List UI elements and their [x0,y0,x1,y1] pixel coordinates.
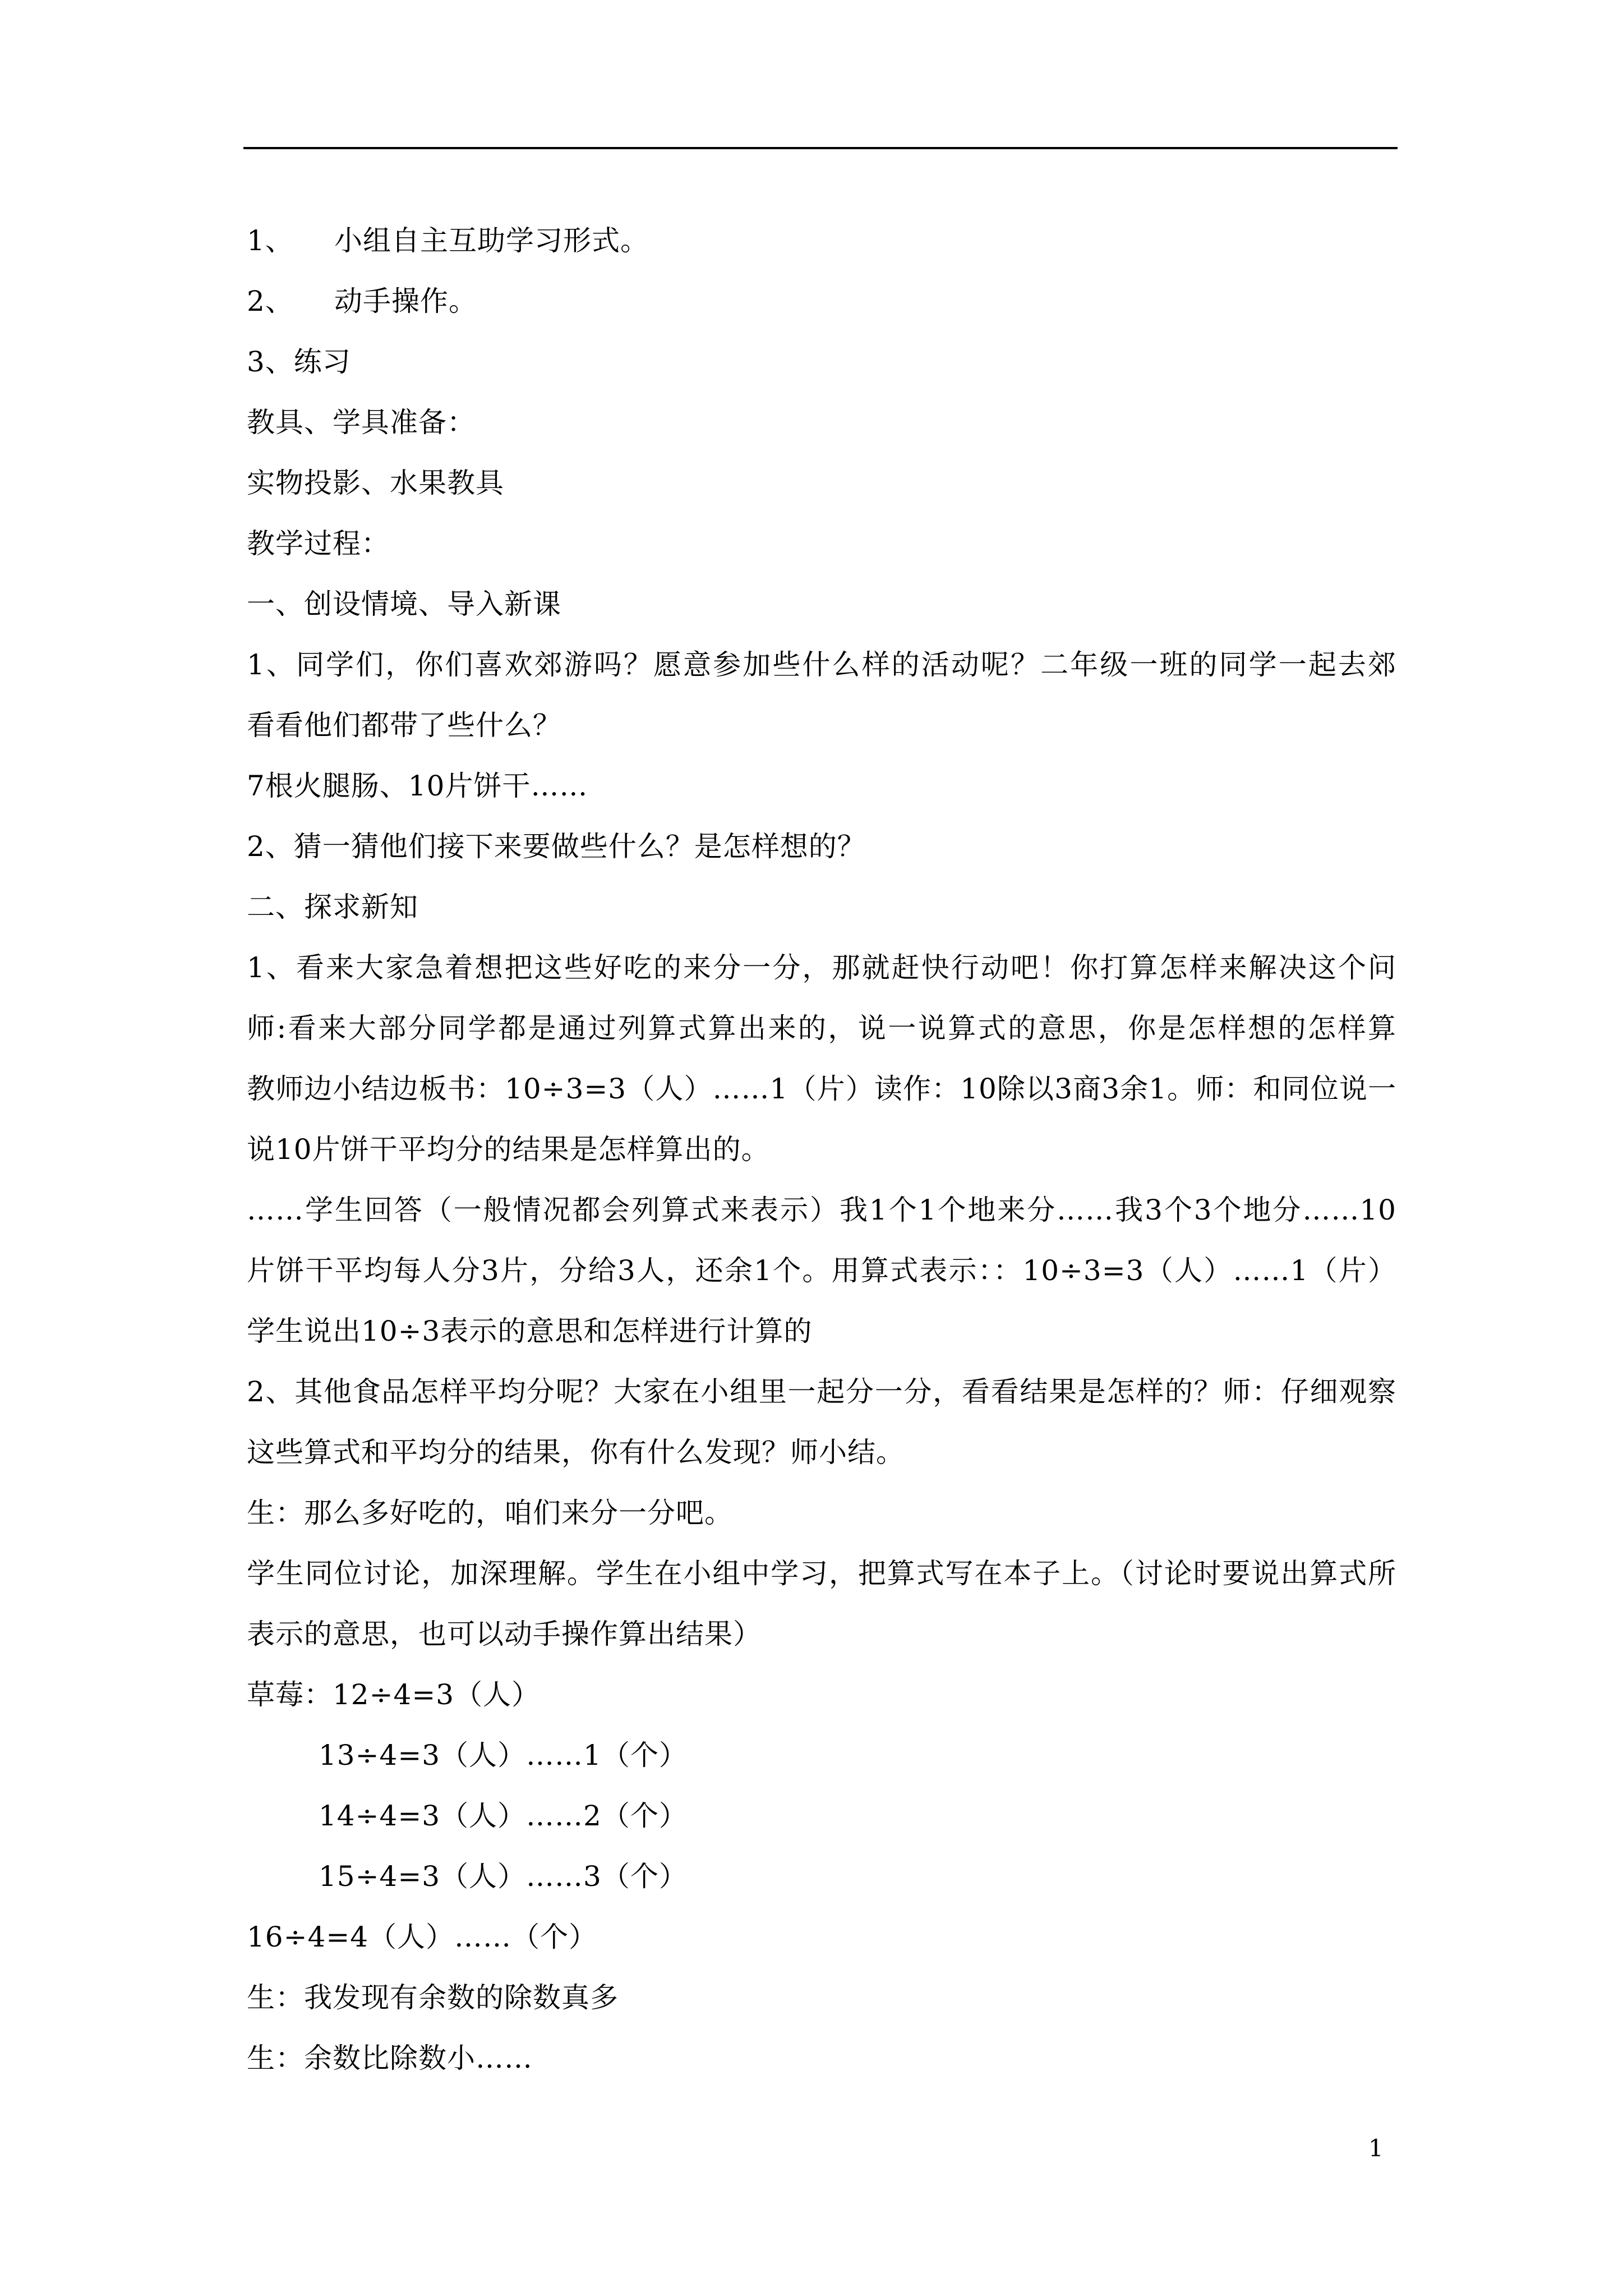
paragraph-line: 表示的意思，也可以动手操作算出结果） [247,1618,762,1650]
document-body [247,210,1396,2088]
paragraph-line: 学生说出10÷3表示的意思和怎样进行计算的 [247,1315,813,1347]
list-number: 1、 [247,224,294,257]
list-item [247,271,1396,332]
paragraph-line: 说10片饼干平均分的结果是怎样算出的。 [247,1133,770,1166]
paragraph-line: 学生同位讨论，加深理解。学生在小组中学习，把算式写在本子上。（讨论时要说出算式所 [247,1557,1396,1590]
equation-line: 15÷4=3（人）……3（个） [319,1860,688,1893]
paragraph-line: 1、看来大家急着想把这些好吃的来分一分，那就赶快行动吧！你打算怎样来解决这个问 [247,951,1396,984]
paragraph-line: 3、练习 [247,346,351,378]
list-item [247,210,1396,271]
equation-line: 14÷4=3（人）……2（个） [319,1800,688,1832]
list-number: 2、 [247,285,294,318]
equation-line: 草莓：12÷4=3（人） [247,1678,541,1711]
paragraph-line: 师:看来大部分同学都是通过列算式算出来的，说一说算式的意思，你是怎样想的怎样算 [247,1012,1396,1045]
section-heading: 二、探求新知 [247,891,418,923]
equation-line: 13÷4=3（人）……1（个） [319,1739,688,1772]
paragraph-line: 1、同学们，你们喜欢郊游吗？愿意参加些什么样的活动呢？二年级一班的同学一起去郊 [247,648,1396,681]
paragraph-line: 教师边小结边板书：10÷3=3（人）……1（片）读作：10除以3商3余1。师：和同位说一 [247,1073,1396,1105]
paragraph-line: ……学生回答（一般情况都会列算式来表示）我1个1个地来分……我3个3个地分……10 [247,1194,1396,1226]
paragraph-line: 生：那么多好吃的，咱们来分一分吧。 [247,1497,733,1529]
paragraph-line: 2、猜一猜他们接下来要做些什么？是怎样想的？ [247,830,866,863]
section-label: 教学过程： [247,527,390,560]
paragraph-line: 实物投影、水果教具 [247,467,504,499]
section-label: 教具、学具准备： [247,406,476,439]
list-text: 动手操作。 [334,285,477,318]
paragraph-line: 片饼干平均每人分3片，分给3人，还余1个。用算式表示：：10÷3=3（人）……1（片） [247,1254,1396,1287]
header-rule [243,147,1398,149]
paragraph-line: 7根火腿肠、10片饼干…… [247,770,588,802]
paragraph-line: 生：余数比除数小…… [247,2042,533,2074]
list-text: 小组自主互助学习形式。 [334,224,649,257]
paragraph-line: 2、其他食品怎样平均分呢？大家在小组里一起分一分，看看结果是怎样的？师：仔细观察 [247,1375,1396,1408]
section-heading: 一、创设情境、导入新课 [247,588,561,620]
page-number: 1 [1368,2134,1384,2162]
paragraph-line: 生：我发现有余数的除数真多 [247,1981,619,2014]
equation-line: 16÷4=4（人）……（个） [247,1921,598,1953]
paragraph-line: 看看他们都带了些什么？ [247,709,561,742]
paragraph-line: 这些算式和平均分的结果，你有什么发现？师小结。 [247,1436,905,1469]
